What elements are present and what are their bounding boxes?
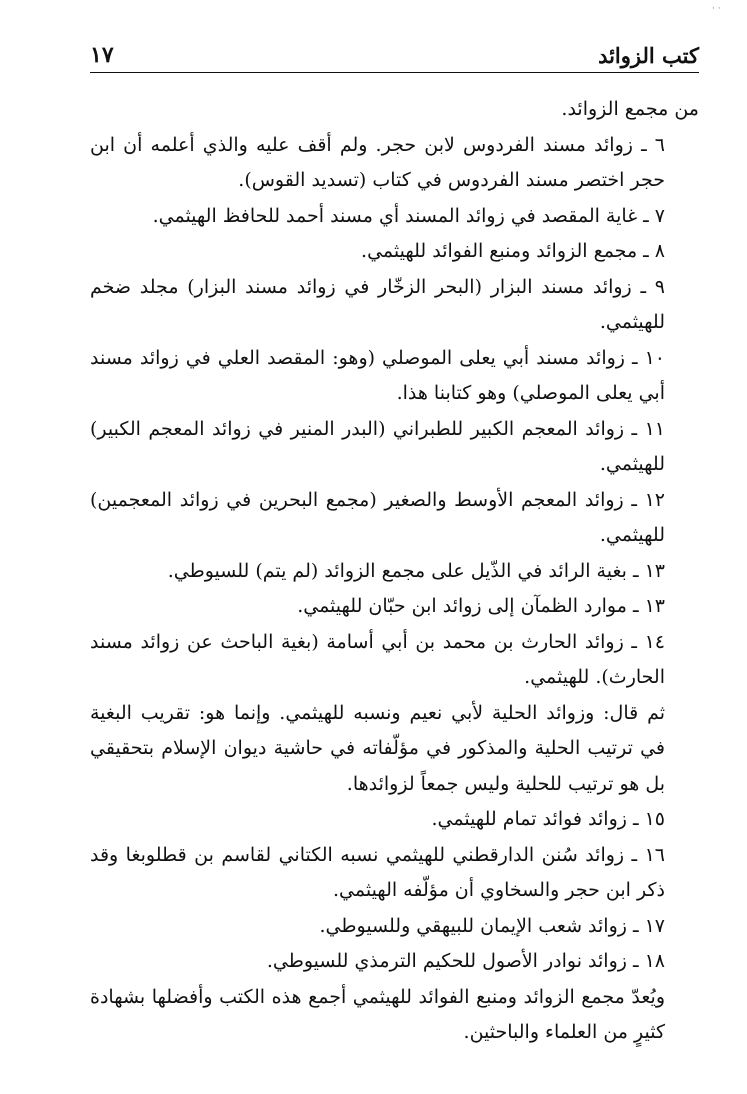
corner-mark: · · [712,4,721,14]
list-item: ١٣ ـ موارد الظمآن إلى زوائد ابن حبّان للهيثمي. [297,595,665,617]
running-title: كتب الزوائد [598,43,699,68]
list-item: ١٢ ـ زوائد المعجم الأوسط والصغير (مجمع البحرين في زوائد المعجمين) للهيثمي. [90,488,665,546]
list-item: ١٠ ـ زوائد مسند أبي يعلى الموصلي (وهو: المقصد العلي في زوائد مسند أبي يعلى الموصلي) وهو كتابنا هذا. [90,346,665,404]
paragraph: ثم قال: وزوائد الحلية لأبي نعيم ونسبه للهيثمي. وإنما هو: تقريب البغية في ترتيب الحلية والمذكور في مؤلّفاته في حاشية ديوان الإسلام بتحقيقي بل هو ترتيب للحلية وليس جمعاً لزوائدها. [90,701,665,795]
list-item: ١٧ ـ زوائد شعب الإيمان للبيهقي وللسيوطي. [319,914,665,937]
list-item: ٨ ـ مجمع الزوائد ومنبع الفوائد للهيثمي. [361,240,665,262]
paragraph: من مجمع الزوائد. [561,98,699,120]
list-item: ١٥ ـ زوائد فوائد تمام للهيثمي. [431,808,665,830]
list-item: ٩ ـ زوائد مسند البزار (البحر الزخّار في زوائد مسند البزار) مجلد ضخم للهيثمي. [90,275,665,333]
list-item: ٦ ـ زوائد مسند الفردوس لابن حجر. ولم أقف عليه والذي أعلمه أن ابن حجر اختصر مسند الفردوس في كتاب (تسديد القوس). [90,133,665,191]
paragraph: ويُعدّ مجمع الزوائد ومنبع الفوائد للهيثمي أجمع هذه الكتب وأفضلها بشهادة كثيرٍ من العلماء والباحثين. [90,985,665,1043]
list-item: ١١ ـ زوائد المعجم الكبير للطبراني (البدر المنير في زوائد المعجم الكبير) للهيثمي. [90,417,665,475]
page-number: ١٧ [90,42,114,68]
list-item: ١٣ ـ بغية الرائد في الذّيل على مجمع الزوائد (لم يتم) للسيوطي. [167,559,665,582]
list-item: ١٤ ـ زوائد الحارث بن محمد بن أبي أسامة (بغية الباحث عن زوائد مسند الحارث). للهيثمي. [90,630,665,688]
list-item: ٧ ـ غاية المقصد في زوائد المسند أي مسند أحمد للحافظ الهيثمي. [152,204,665,227]
running-header [90,36,699,68]
list-item: ١٦ ـ زوائد سُنن الدارقطني للهيثمي نسبه الكتاني لقاسم بن قطلوبغا وقد ذكر ابن حجر والسخاوي أن مؤلّفه الهيثمي. [90,843,665,901]
header-rule [90,72,699,73]
body-text [90,92,699,1051]
list-item: ١٨ ـ زوائد نوادر الأصول للحكيم الترمذي للسيوطي. [266,950,665,972]
